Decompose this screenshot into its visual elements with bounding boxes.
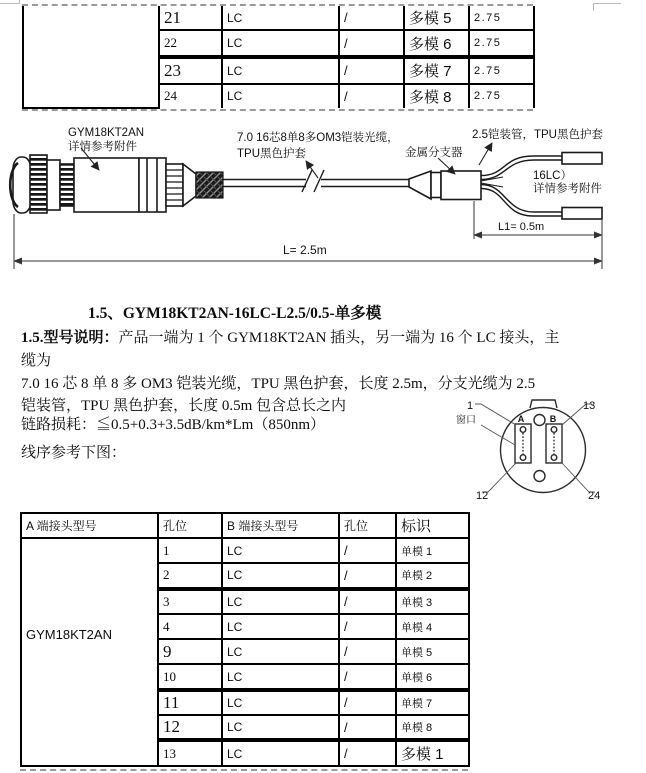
- plug-drawing: [10, 155, 223, 213]
- length-cell: 2.75: [469, 6, 534, 30]
- hole-number-cell: 4: [158, 614, 222, 639]
- paragraph-line-4: 铠装管，TPU 黑色护套，长度 0.5m 包含总长之内: [21, 398, 347, 414]
- length-cell: 2.75: [469, 57, 534, 84]
- plug-body: [74, 158, 139, 212]
- plug-knurl-ring-2: [60, 164, 74, 206]
- hole-slash-cell: /: [339, 84, 404, 108]
- connector-type-cell: LC: [222, 614, 339, 639]
- header-mark: 标识: [396, 513, 469, 538]
- splitter-drawing: [409, 171, 481, 200]
- hole-number-cell: 10: [158, 664, 222, 689]
- pin-24-label: 24: [588, 490, 601, 502]
- plug-ring: [47, 160, 60, 210]
- plug-panel-section: [139, 158, 166, 212]
- mode-label-cell: 单模 8: [396, 715, 469, 740]
- slot-b-label: B: [549, 414, 557, 424]
- lc-ferrule-bottom: [562, 208, 602, 220]
- guide-hole-top: [534, 415, 545, 426]
- hole-slash-cell: /: [339, 639, 396, 664]
- paragraph-text: 产品一端为 1 个 GYM18KT2AN 插头，另一端为 16 个 LC 接头，主: [118, 330, 560, 346]
- page-break-dashes: [20, 769, 468, 771]
- paragraph-line-1: [21, 329, 559, 348]
- section-heading: 1.5、GYM18KT2AN-16LC-L2.5/0.5-单多模: [88, 305, 382, 322]
- paragraph-line-6: 线序参考下图：: [21, 445, 127, 461]
- dim-l1-text: L1= 0.5m: [498, 221, 545, 233]
- connector-type-cell: LC: [222, 563, 339, 588]
- hole-slash-cell: /: [339, 740, 396, 765]
- hole-slash-cell: /: [339, 57, 404, 84]
- model-desc-label: 1.5.型号说明：: [21, 330, 119, 346]
- hole-slash-cell: /: [339, 589, 396, 614]
- pin-1-label: 1: [467, 400, 474, 412]
- splitter-body: [441, 171, 481, 200]
- slot-a-label: A: [517, 414, 525, 424]
- connector-type-cell: LC: [222, 740, 339, 765]
- pin-12-label: 12: [476, 490, 489, 502]
- a-connector-model: GYM18KT2AN: [26, 627, 112, 643]
- page-corner-mark-right: [593, 3, 621, 4]
- hole-number-cell: 11: [158, 690, 222, 715]
- page-corner-mark-left: [0, 3, 19, 4]
- connector-face-diagram: [452, 390, 646, 508]
- hole-slash-cell: /: [339, 538, 396, 563]
- page-corner-mark-left-tick: [19, 0, 20, 4]
- hole-number-cell: 12: [158, 715, 222, 740]
- connector-type-cell: LC: [222, 6, 339, 30]
- top-table: [22, 6, 535, 109]
- mode-label-cell: 多模 6: [404, 30, 469, 57]
- mode-label-cell: 单模 6: [396, 664, 469, 689]
- hole-number-cell: 1: [158, 538, 222, 563]
- mode-label-cell: 多模 8: [404, 84, 469, 108]
- hole-number-cell: 24: [159, 84, 222, 108]
- hole-slash-cell: /: [339, 563, 396, 588]
- slot-a-bottom-pin: [520, 455, 526, 461]
- connector-type-cell: LC: [222, 84, 339, 108]
- hole-number-cell: 2: [158, 563, 222, 588]
- header-b-connector: B 端接头型号: [222, 513, 339, 538]
- bottom-table-wrapper: [20, 512, 468, 765]
- splitter-label: 金属分支器: [405, 147, 463, 159]
- hole-number-cell: 3: [158, 589, 222, 614]
- lc-label-line1: 16LC）: [533, 170, 572, 182]
- lc-ferrule-top: [562, 153, 602, 165]
- cable-break-mark: [314, 170, 324, 192]
- splitter-taper: [409, 171, 431, 199]
- connector-type-cell: LC: [222, 664, 339, 689]
- plug-knurl-ring-1: [30, 155, 47, 213]
- wiring-table-row: [21, 538, 469, 563]
- cable-label-line2: TPU黑色护套: [237, 148, 306, 160]
- pin-13-label: 13: [583, 400, 596, 412]
- hole-slash-cell: /: [339, 664, 396, 689]
- connector-type-cell: LC: [222, 538, 339, 563]
- connector-type-cell: LC: [222, 589, 339, 614]
- hole-number-cell: 13: [158, 740, 222, 765]
- hole-slash-cell: /: [339, 614, 396, 639]
- length-cell: 2.75: [469, 84, 534, 108]
- hole-slash-cell: /: [339, 30, 404, 57]
- mode-label-cell: 多模 1: [396, 740, 469, 765]
- header-hole-b: 孔位: [339, 513, 396, 538]
- connector-type-cell: LC: [222, 690, 339, 715]
- connector-type-cell: LC: [222, 639, 339, 664]
- plug-label-line1: GYM18KT2AN: [68, 127, 145, 139]
- top-table-merged-cell: [23, 6, 159, 108]
- cable-break-mark: [302, 170, 312, 192]
- guide-hole-bottom: [534, 471, 545, 482]
- paragraph-line-5: 链路损耗：≦0.5+0.3+3.5dB/km*Lm（850nm）: [21, 417, 326, 433]
- hole-number-cell: 9: [158, 639, 222, 664]
- window-label: 窗口: [456, 415, 476, 426]
- top-table-wrapper: [22, 4, 533, 111]
- mode-label-cell: 多模 7: [404, 57, 469, 84]
- length-cell: 2.75: [469, 30, 534, 57]
- connector-type-cell: LC: [222, 30, 339, 57]
- plug-label-line2: 详情参考附件: [68, 141, 137, 153]
- mode-label-cell: 单模 3: [396, 589, 469, 614]
- hole-number-cell: 22: [159, 30, 222, 57]
- splitter-ring: [431, 173, 441, 198]
- plug-strain-taper: [183, 164, 196, 206]
- lc-label-line2: 详情参考附件: [533, 183, 602, 195]
- mode-label-cell: 单模 7: [396, 690, 469, 715]
- branch-leader-arrow: [479, 143, 492, 165]
- connector-type-cell: LC: [222, 57, 339, 84]
- paragraph-line-2: 缆为: [21, 353, 52, 369]
- main-cable: [223, 170, 409, 192]
- cable-label-line1: 7.0 16芯8单8多OM3铠装光缆，: [237, 132, 399, 144]
- wiring-table-header-row: [21, 513, 469, 538]
- hole-slash-cell: /: [339, 6, 404, 30]
- mode-label-cell: 单模 1: [396, 538, 469, 563]
- hole-slash-cell: /: [339, 715, 396, 740]
- top-table-row: [23, 6, 534, 30]
- wiring-table: [20, 512, 470, 767]
- mode-label-cell: 单模 5: [396, 639, 469, 664]
- connector-type-cell: LC: [222, 715, 339, 740]
- paragraph-line-3: 7.0 16 芯 8 单 8 多 OM3 铠装光缆，TPU 黑色护套，长度 2.5m，分支光缆为 2.5: [21, 376, 536, 392]
- slot-b-top-pin: [551, 427, 557, 433]
- header-hole-a: 孔位: [158, 513, 222, 538]
- branch-label: 2.5铠装管，TPU黑色护套: [472, 129, 603, 141]
- connector-key-tab: [530, 400, 557, 408]
- dim-l-text: L= 2.5m: [283, 243, 327, 257]
- page-corner-mark-right-tick: [593, 3, 594, 11]
- cable-leader-arrow: [306, 161, 318, 178]
- hole-slash-cell: /: [339, 690, 396, 715]
- slot-a-top-pin: [520, 427, 526, 433]
- hole-number-cell: 23: [159, 57, 222, 84]
- slot-b-bottom-pin: [551, 455, 557, 461]
- mode-label-cell: 多模 5: [404, 6, 469, 30]
- cable-assembly-diagram: [0, 113, 646, 281]
- braided-sleeve: [196, 172, 223, 198]
- mode-label-cell: 单模 2: [396, 563, 469, 588]
- hole-number-cell: 21: [159, 6, 222, 30]
- header-a-connector: A 端接头型号: [21, 513, 158, 538]
- a-connector-merged-cell: [21, 538, 158, 766]
- mode-label-cell: 单模 4: [396, 614, 469, 639]
